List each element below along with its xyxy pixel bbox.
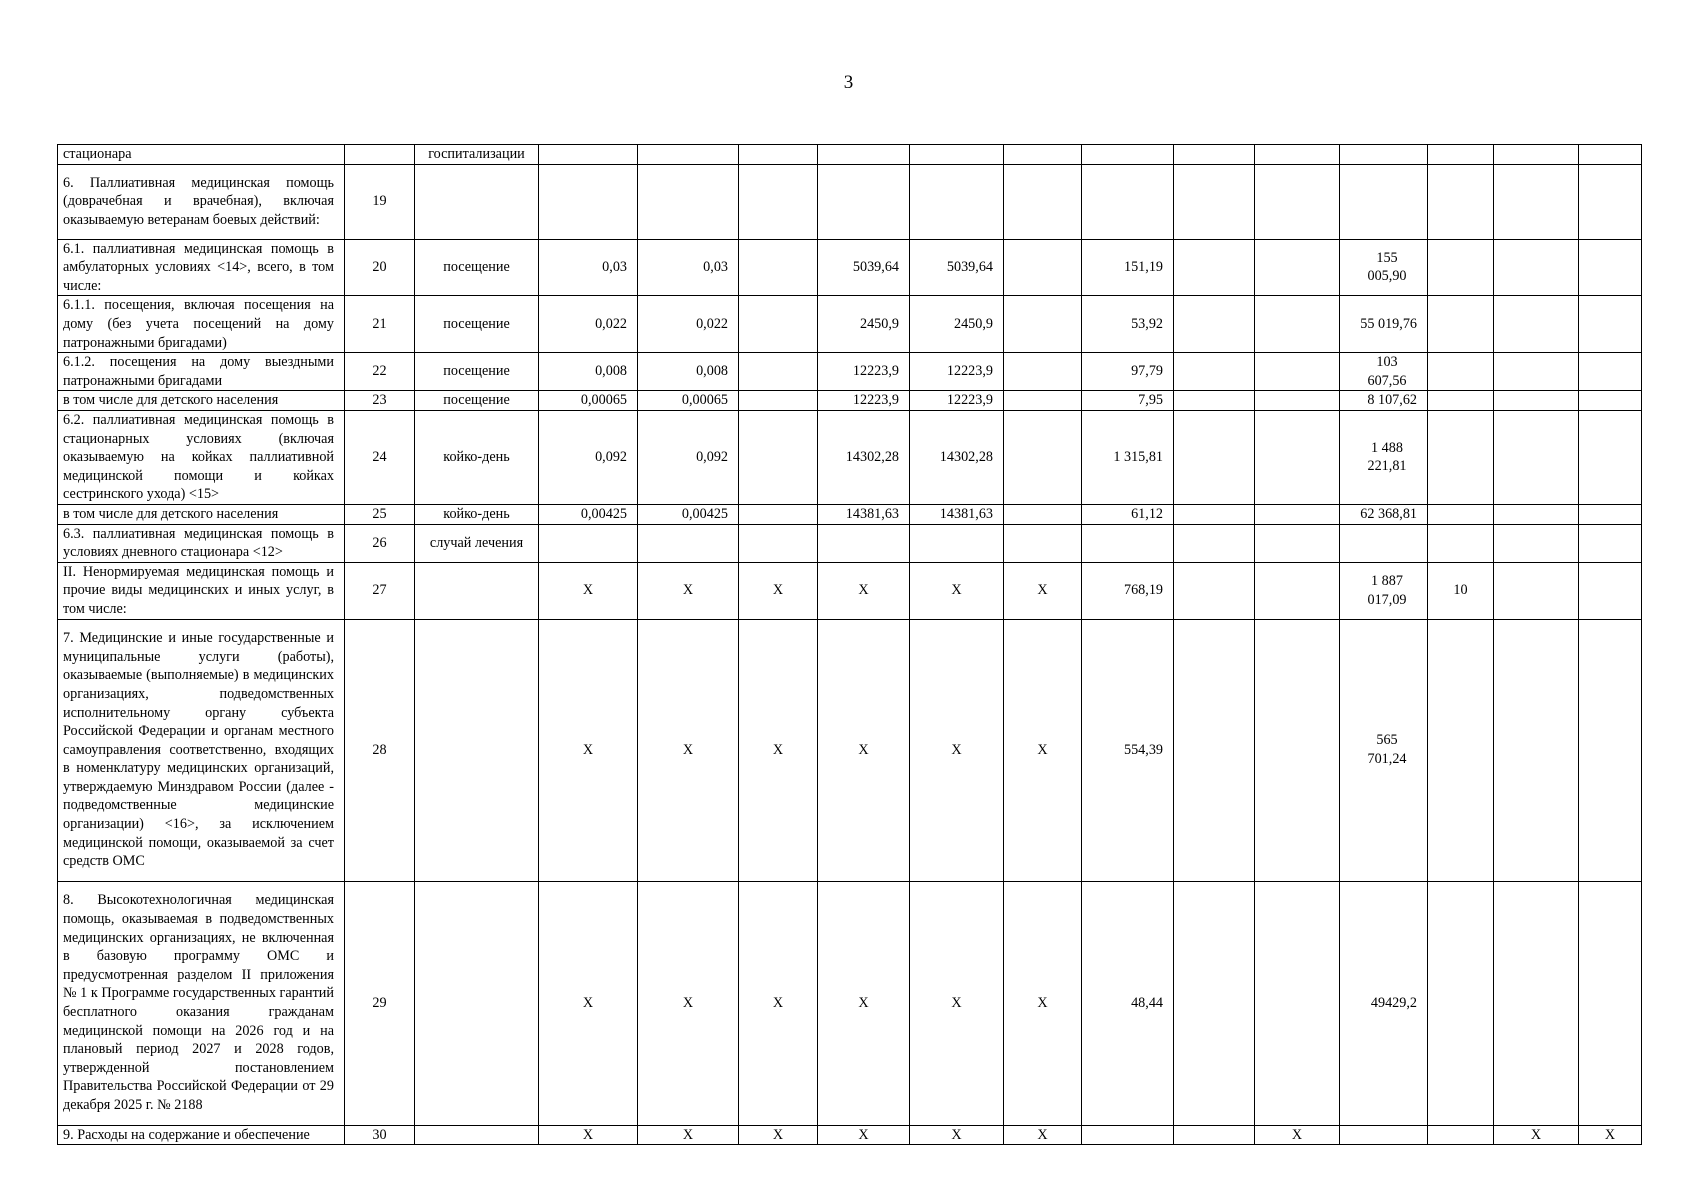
total-cell — [1340, 504, 1428, 524]
value-cell — [1494, 164, 1579, 239]
total-cell — [1340, 524, 1428, 562]
value-cell — [539, 145, 638, 165]
value-cell: 14302,28 — [818, 410, 910, 504]
value-cell — [1579, 296, 1642, 353]
value-cell — [1428, 296, 1494, 353]
value-cell — [1082, 524, 1174, 562]
row-name-cell: 8. Высокотехнологичная медицинская помощь, оказываемая в подведомственных медицинских организациях, не включенная в базовую программу ОМС и предусмотренная разделом II приложения № 1 к Программе государственных гарантий бесплатного оказания гражданам медицинской помощи на 2026 год и на плановый период 2027 и 2028 годов, утвержденной постановлением Правительства Российской Федерации от 29 декабря 2025 г. № 2188 — [58, 881, 345, 1125]
total-cell — [1340, 145, 1428, 165]
value-cell — [910, 164, 1004, 239]
table-row — [58, 145, 1642, 165]
value-cell — [1494, 619, 1579, 881]
total-value: 62 368,81 — [1360, 505, 1417, 522]
value-cell: X — [910, 1125, 1004, 1145]
value-cell — [1255, 145, 1340, 165]
value-cell — [1494, 296, 1579, 353]
value-cell: 0,00065 — [539, 391, 638, 411]
value-cell: 12223,9 — [818, 391, 910, 411]
value-cell — [1494, 353, 1579, 391]
table-row — [58, 562, 1642, 619]
value-cell — [739, 164, 818, 239]
line-number-cell: 21 — [345, 296, 415, 353]
value-cell — [1494, 410, 1579, 504]
row-name-cell: II. Ненормируемая медицинская помощь и прочие виды медицинских и иных услуг, в том числе: — [58, 562, 345, 619]
table-row — [58, 296, 1642, 353]
value-cell: X — [1004, 1125, 1082, 1145]
value-cell — [1428, 1125, 1494, 1145]
value-cell — [638, 164, 739, 239]
value-cell — [1004, 391, 1082, 411]
value-cell: 0,03 — [539, 239, 638, 296]
table-row — [58, 164, 1642, 239]
value-cell: X — [638, 562, 739, 619]
row-name-cell: 6. Паллиативная медицинская помощь (доврачебная и врачебная), включая оказываемую ветеранам боевых действий: — [58, 164, 345, 239]
total-cell — [1340, 881, 1428, 1125]
table-row — [58, 239, 1642, 296]
row-name-cell: в том числе для детского населения — [58, 504, 345, 524]
total-cell — [1340, 410, 1428, 504]
value-cell: 12223,9 — [910, 391, 1004, 411]
total-cell — [1340, 353, 1428, 391]
value-cell: 151,19 — [1082, 239, 1174, 296]
value-cell — [1255, 562, 1340, 619]
table-row — [58, 391, 1642, 411]
value-cell — [1579, 504, 1642, 524]
value-cell: 0,00425 — [638, 504, 739, 524]
value-cell — [1428, 881, 1494, 1125]
line-number-cell: 23 — [345, 391, 415, 411]
value-cell: 97,79 — [1082, 353, 1174, 391]
value-cell — [1494, 391, 1579, 411]
value-cell — [1494, 562, 1579, 619]
value-cell: 0,092 — [539, 410, 638, 504]
value-cell: 554,39 — [1082, 619, 1174, 881]
financing-table — [57, 144, 1642, 1145]
row-name-cell: 6.1.2. посещения на дому выездными патронажными бригадами — [58, 353, 345, 391]
line-number-cell: 25 — [345, 504, 415, 524]
unit-cell: посещение — [415, 391, 539, 411]
value-cell: 0,03 — [638, 239, 739, 296]
total-cell — [1340, 1125, 1428, 1145]
row-name-cell: в том числе для детского населения — [58, 391, 345, 411]
row-name-cell: 7. Медицинские и иные государственные и муниципальные услуги (работы), оказываемые (выполняемые) в медицинских организациях, подведомственных исполнительному органу субъекта Российской Федерации и органам местного самоуправления соответственно, входящих в номенклатуру медицинских организаций, утверждаемую Минздравом России (далее - подведомственные медицинские организации) <16>, за исключением медицинской помощи, оказываемой за счет средств ОМС — [58, 619, 345, 881]
value-cell: 5039,64 — [818, 239, 910, 296]
value-cell — [739, 410, 818, 504]
value-cell — [1255, 504, 1340, 524]
row-name-cell: 6.1. паллиативная медицинская помощь в амбулаторных условиях <14>, всего, в том числе: — [58, 239, 345, 296]
value-cell — [1174, 353, 1255, 391]
line-number-cell: 20 — [345, 239, 415, 296]
unit-cell: койко-день — [415, 504, 539, 524]
value-cell — [1174, 524, 1255, 562]
value-cell: X — [638, 1125, 739, 1145]
total-value: 1 488 221,81 — [1367, 439, 1407, 475]
value-cell: 768,19 — [1082, 562, 1174, 619]
value-cell — [1174, 410, 1255, 504]
value-cell — [638, 524, 739, 562]
table-row — [58, 881, 1642, 1125]
total-cell — [1340, 562, 1428, 619]
unit-cell — [415, 562, 539, 619]
value-cell: 0,00065 — [638, 391, 739, 411]
total-cell — [1340, 296, 1428, 353]
value-cell — [1174, 296, 1255, 353]
value-cell: X — [1255, 1125, 1340, 1145]
value-cell — [818, 164, 910, 239]
row-name-cell: стационара — [58, 145, 345, 165]
value-cell: X — [1004, 562, 1082, 619]
value-cell — [1255, 410, 1340, 504]
line-number-cell: 22 — [345, 353, 415, 391]
value-cell — [1255, 164, 1340, 239]
value-cell — [1428, 619, 1494, 881]
value-cell — [1004, 410, 1082, 504]
table-row — [58, 524, 1642, 562]
value-cell — [1174, 881, 1255, 1125]
value-cell — [1004, 239, 1082, 296]
unit-cell: случай лечения — [415, 524, 539, 562]
value-cell — [1428, 239, 1494, 296]
value-cell: X — [818, 881, 910, 1125]
table-row — [58, 410, 1642, 504]
value-cell: 53,92 — [1082, 296, 1174, 353]
value-cell: 48,44 — [1082, 881, 1174, 1125]
value-cell — [1004, 353, 1082, 391]
value-cell — [910, 145, 1004, 165]
unit-cell — [415, 881, 539, 1125]
line-number-cell: 24 — [345, 410, 415, 504]
total-value: 8 107,62 — [1367, 392, 1417, 409]
value-cell — [1579, 391, 1642, 411]
value-cell: 5039,64 — [910, 239, 1004, 296]
value-cell — [1428, 410, 1494, 504]
value-cell — [1255, 296, 1340, 353]
value-cell — [1428, 391, 1494, 411]
total-value: 1 887 017,09 — [1367, 573, 1407, 608]
value-cell: X — [818, 562, 910, 619]
value-cell — [1174, 391, 1255, 411]
value-cell — [1579, 164, 1642, 239]
value-cell — [739, 504, 818, 524]
row-name-cell: 6.3. паллиативная медицинская помощь в условиях дневного стационара <12> — [58, 524, 345, 562]
value-cell — [1174, 239, 1255, 296]
value-cell: X — [739, 619, 818, 881]
value-cell — [1174, 145, 1255, 165]
value-cell — [1174, 619, 1255, 881]
value-cell — [1428, 504, 1494, 524]
value-cell: X — [1004, 619, 1082, 881]
value-cell — [739, 391, 818, 411]
line-number-cell: 30 — [345, 1125, 415, 1145]
total-value: 155 005,90 — [1367, 249, 1407, 285]
value-cell — [739, 353, 818, 391]
value-cell: X — [1004, 881, 1082, 1125]
value-cell — [539, 164, 638, 239]
value-cell — [1174, 504, 1255, 524]
value-cell — [818, 524, 910, 562]
value-cell — [910, 524, 1004, 562]
total-value: 49429,2 — [1370, 994, 1417, 1011]
value-cell — [1579, 881, 1642, 1125]
value-cell — [1004, 145, 1082, 165]
value-cell: X — [910, 562, 1004, 619]
value-cell — [739, 524, 818, 562]
value-cell — [1174, 164, 1255, 239]
value-cell — [1494, 145, 1579, 165]
value-cell: X — [539, 881, 638, 1125]
value-cell: X — [1579, 1125, 1642, 1145]
value-cell: 14381,63 — [910, 504, 1004, 524]
value-cell — [1494, 504, 1579, 524]
line-number-cell: 28 — [345, 619, 415, 881]
value-cell: X — [818, 619, 910, 881]
value-cell: 2450,9 — [818, 296, 910, 353]
value-cell: 0,022 — [638, 296, 739, 353]
value-cell: 12223,9 — [910, 353, 1004, 391]
value-cell — [739, 239, 818, 296]
value-cell — [1428, 524, 1494, 562]
value-cell: 2450,9 — [910, 296, 1004, 353]
value-cell: X — [1494, 1125, 1579, 1145]
value-cell — [739, 296, 818, 353]
value-cell — [1579, 562, 1642, 619]
value-cell — [1255, 353, 1340, 391]
value-cell — [1579, 353, 1642, 391]
value-cell: 0,008 — [638, 353, 739, 391]
value-cell — [1428, 353, 1494, 391]
value-cell: X — [638, 619, 739, 881]
value-cell: 61,12 — [1082, 504, 1174, 524]
value-cell — [1255, 881, 1340, 1125]
total-cell — [1340, 391, 1428, 411]
value-cell: X — [638, 881, 739, 1125]
value-cell: X — [739, 562, 818, 619]
table-row — [58, 619, 1642, 881]
value-cell — [1082, 164, 1174, 239]
row-name-cell: 6.1.1. посещения, включая посещения на дому (без учета посещений на дому патронажными бригадами) — [58, 296, 345, 353]
value-cell — [1174, 1125, 1255, 1145]
total-cell — [1340, 619, 1428, 881]
unit-cell — [415, 1125, 539, 1145]
value-cell: X — [818, 1125, 910, 1145]
line-number-cell: 19 — [345, 164, 415, 239]
value-cell — [739, 145, 818, 165]
page-number: 3 — [843, 72, 854, 93]
value-cell — [818, 145, 910, 165]
value-cell: X — [539, 562, 638, 619]
value-cell — [1004, 504, 1082, 524]
value-cell — [1004, 296, 1082, 353]
value-cell: X — [739, 1125, 818, 1145]
total-value: 565 701,24 — [1367, 732, 1407, 767]
value-cell — [1255, 391, 1340, 411]
value-cell — [539, 524, 638, 562]
value-cell: X — [910, 881, 1004, 1125]
value-cell — [1494, 239, 1579, 296]
value-cell: 0,008 — [539, 353, 638, 391]
total-cell — [1340, 164, 1428, 239]
value-cell: 14381,63 — [818, 504, 910, 524]
value-cell — [1082, 1125, 1174, 1145]
value-cell: 7,95 — [1082, 391, 1174, 411]
value-cell: 10 — [1428, 562, 1494, 619]
value-cell: X — [539, 619, 638, 881]
unit-cell: койко-день — [415, 410, 539, 504]
value-cell — [1579, 619, 1642, 881]
value-cell — [1579, 145, 1642, 165]
value-cell — [1494, 881, 1579, 1125]
unit-cell: госпитализации — [415, 145, 539, 165]
value-cell: 0,022 — [539, 296, 638, 353]
unit-cell — [415, 164, 539, 239]
value-cell: X — [739, 881, 818, 1125]
value-cell — [1255, 239, 1340, 296]
unit-cell — [415, 619, 539, 881]
table-row — [58, 353, 1642, 391]
value-cell — [1255, 524, 1340, 562]
line-number-cell — [345, 145, 415, 165]
value-cell — [1579, 410, 1642, 504]
table-row — [58, 1125, 1642, 1145]
total-value: 55 019,76 — [1360, 315, 1417, 332]
value-cell — [1082, 145, 1174, 165]
value-cell: 1 315,81 — [1082, 410, 1174, 504]
line-number-cell: 26 — [345, 524, 415, 562]
value-cell: 12223,9 — [818, 353, 910, 391]
unit-cell: посещение — [415, 353, 539, 391]
line-number-cell: 29 — [345, 881, 415, 1125]
value-cell — [1004, 164, 1082, 239]
value-cell — [1579, 239, 1642, 296]
table-row — [58, 504, 1642, 524]
value-cell: X — [910, 619, 1004, 881]
value-cell: 14302,28 — [910, 410, 1004, 504]
value-cell — [638, 145, 739, 165]
unit-cell: посещение — [415, 296, 539, 353]
value-cell — [1428, 145, 1494, 165]
unit-cell: посещение — [415, 239, 539, 296]
value-cell — [1494, 524, 1579, 562]
value-cell — [1004, 524, 1082, 562]
total-value: 103 607,56 — [1367, 354, 1407, 389]
value-cell: X — [539, 1125, 638, 1145]
value-cell — [1174, 562, 1255, 619]
row-name-cell: 9. Расходы на содержание и обеспечение — [58, 1125, 345, 1145]
value-cell — [1579, 524, 1642, 562]
row-name-cell: 6.2. паллиативная медицинская помощь в стационарных условиях (включая оказываемую на койках паллиативной медицинской помощи и койках сестринского ухода) <15> — [58, 410, 345, 504]
value-cell: 0,00425 — [539, 504, 638, 524]
value-cell: 0,092 — [638, 410, 739, 504]
value-cell — [1428, 164, 1494, 239]
total-cell — [1340, 239, 1428, 296]
value-cell — [1255, 619, 1340, 881]
line-number-cell: 27 — [345, 562, 415, 619]
